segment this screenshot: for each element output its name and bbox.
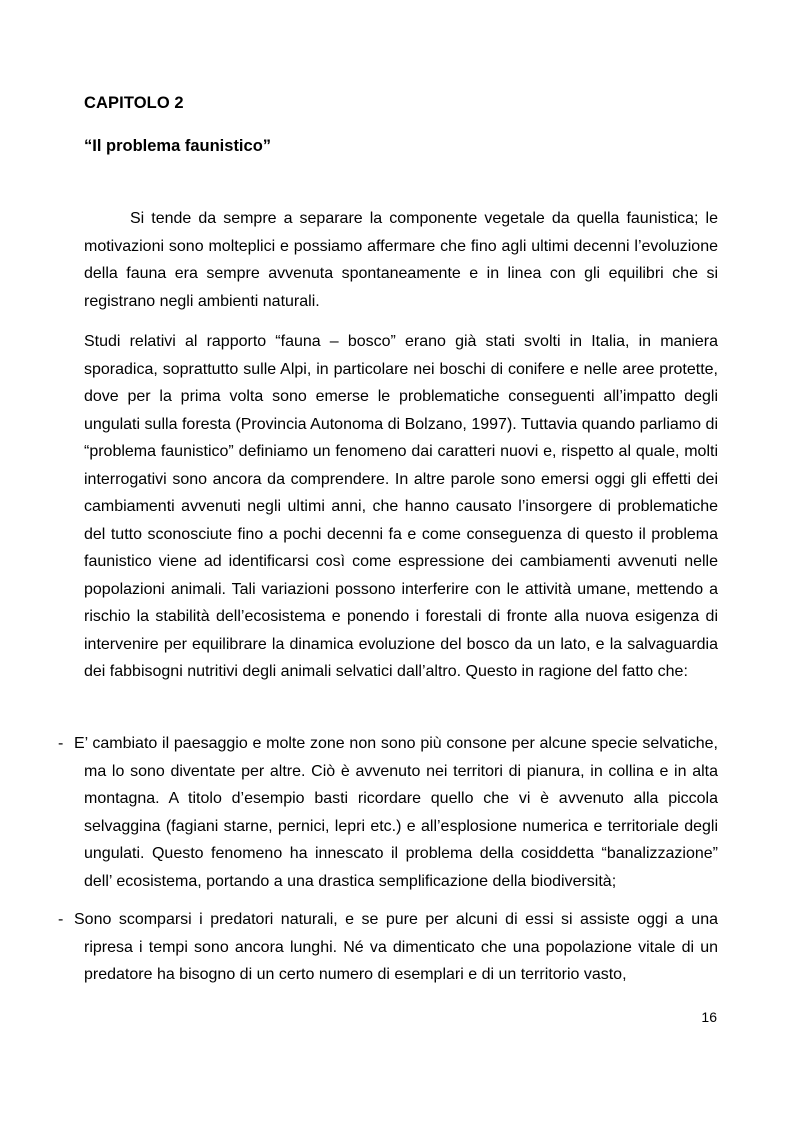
bullet-marker: -	[58, 735, 64, 752]
list-item	[58, 906, 718, 989]
bullet-text: E’ cambiato il paesaggio e molte zone non sono più consone per alcune specie selvatiche, ma lo sono diventate per altre. Ciò è avvenuto nei territori di pianura, in collina e in alta montagna. A titolo d’esempio basti ricordare quello che vi è avvenuto alla piccola selvaggina (fagiani starne, pernici, lepri etc.) e all’esplosione numerica e territoriale degli ungulati. Questo fenomeno ha innescato il problema della cosiddetta “banalizzazione” dell’ ecosistema, portando a una drastica semplificazione della biodiversità;	[74, 735, 718, 890]
bullet-text: Sono scomparsi i predatori naturali, e se pure per alcuni di essi si assiste oggi a una ripresa i tempi sono ancora lunghi. Né va dimenticato che una popolazione vitale di un predatore ha bisogno di un certo numero di esemplari e di un territorio vasto,	[74, 911, 718, 983]
bullet-marker: -	[58, 911, 64, 928]
paragraph-fauna-bosco: Studi relativi al rapporto “fauna – bosco” erano già stati svolti in Italia, in maniera sporadica, soprattutto sulle Alpi, in particolare nei boschi di conifere e nelle aree protette, dove per la prima volta sono emerse le problematiche conseguenti all’impatto degli ungulati sulla foresta (Provincia Autonoma di Bolzano, 1997). Tuttavia quando parliamo di “problema faunistico” definiamo un fenomeno dai caratteri nuovi e, rispetto al quale, molti interrogativi sono ancora da comprendere. In altre parole sono emersi oggi gli effetti dei cambiamenti avvenuti negli ultimi anni, che hanno causato l’insorgere di problematiche del tutto sconosciute fino a pochi decenni fa e come conseguenza di questo il problema faunistico viene ad identificarsi così come espressione dei cambiamenti avvenuti nelle popolazioni animali. Tali variazioni possono interferire con le attività umane, mettendo a rischio la stabilità dell’ecosistema e ponendo i forestali di fronte alla nuova esigenza di intervenire per equilibrare la dinamica evoluzione del bosco da un lato, e la salvaguardia dei fabbisogni nutritivi degli animali selvatici dall’altro. Questo in ragione del fatto che:	[84, 333, 718, 680]
paragraph-intro: Si tende da sempre a separare la componente vegetale da quella faunistica; le motivazioni sono molteplici e possiamo affermare che fino agli ultimi decenni l’evoluzione della fauna era sempre avvenuta spontaneamente e in linea con gli equilibri che si registrano negli ambienti naturali.	[84, 210, 718, 310]
page-number: 16	[701, 1009, 717, 1025]
list-item	[58, 730, 718, 895]
chapter-subtitle: “Il problema faunistico”	[84, 137, 272, 155]
chapter-title: CAPITOLO 2	[84, 94, 184, 112]
